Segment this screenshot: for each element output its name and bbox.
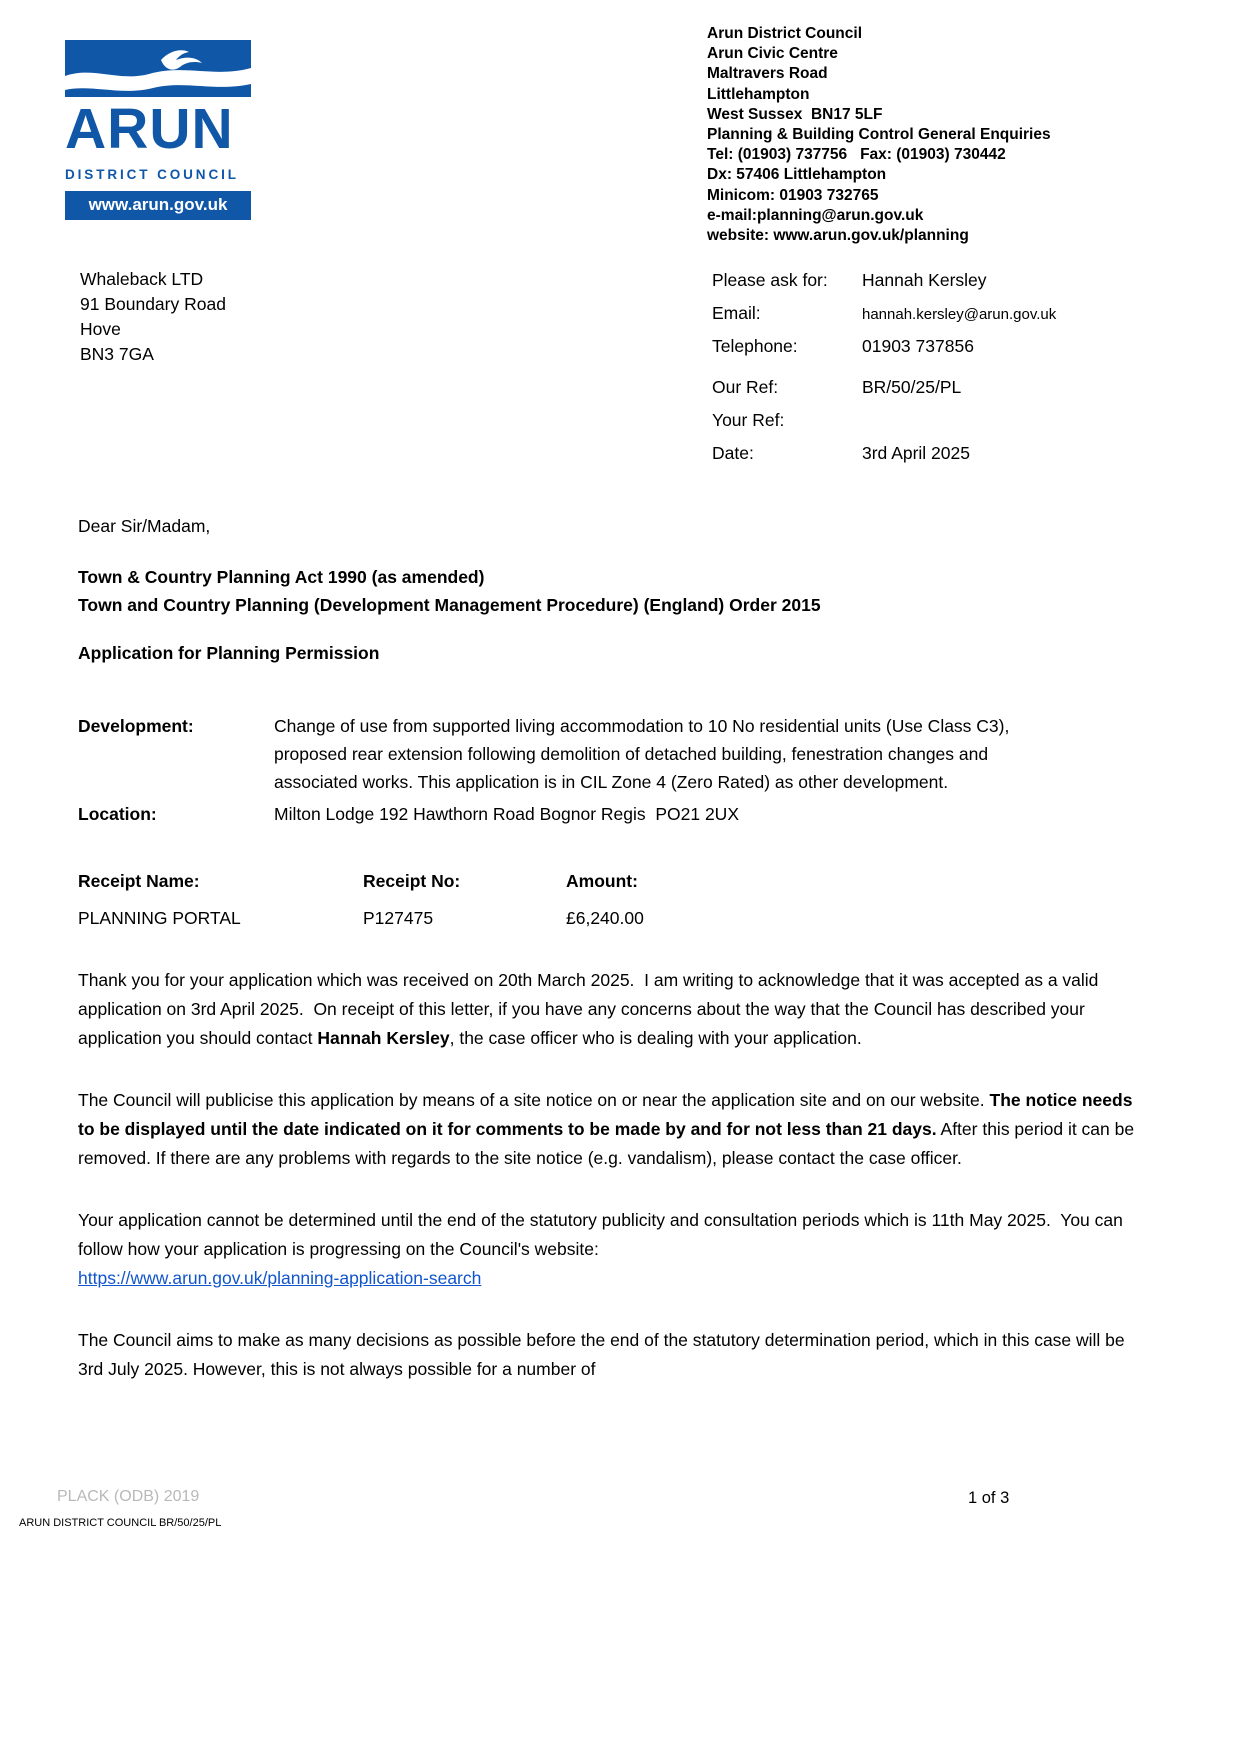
receipt-table: [78, 867, 1136, 933]
text-run: After this period it can be removed. If there are any problems with regards to the site notice (e.g. vandalism), please contact the case officer.: [78, 1119, 1139, 1168]
contact-value: 01903 737856: [862, 336, 974, 356]
contact-row-telephone: [712, 336, 1172, 357]
contact-row-please-ask-for: [712, 270, 1172, 291]
act-heading: [78, 563, 1136, 619]
receipt-name-value: PLANNING PORTAL: [78, 908, 241, 928]
recipient-line: 91 Boundary Road: [80, 294, 226, 314]
application-details-section: [78, 712, 1136, 829]
paragraph-consultation-period: [78, 1206, 1136, 1293]
contact-value: BR/50/25/PL: [862, 377, 962, 397]
form-code: PLACK (ODB) 2019: [57, 1488, 200, 1505]
receipt-header-no: Receipt No:: [363, 871, 461, 891]
contact-label: Our Ref:: [712, 377, 779, 397]
recipient-line: Hove: [80, 319, 121, 339]
logo-website-bar: www.arun.gov.uk: [65, 191, 251, 220]
text-run: , the case officer who is dealing with your application.: [449, 1028, 862, 1048]
contact-value: 3rd April 2025: [862, 443, 970, 463]
contact-label: Please ask for:: [712, 270, 828, 290]
contact-label: Email:: [712, 303, 761, 323]
receipt-header-name: Receipt Name:: [78, 871, 200, 891]
receipt-header-amount: Amount:: [566, 871, 638, 891]
location-label: Location:: [78, 804, 157, 824]
paragraph-determination-period: The Council aims to make as many decisions as possible before the end of the statutory determination period, which in this case will be 3rd July 2025. However, this is not always possible for a number of: [78, 1330, 1130, 1379]
council-address-line: Planning & Building Control General Enquiries: [707, 126, 1051, 144]
letter-body: [78, 512, 1139, 1384]
text-run-bold: The notice needs to be displayed until the date indicated on it for comments to be made by and for not less than 21 days.: [78, 1090, 1138, 1139]
council-address-line: Minicom: 01903 732765: [707, 186, 879, 204]
text-run: Your application cannot be determined until the end of the statutory publicity and consultation periods which is 11th May 2025. You can follow how your application is progressing on the Council's website:: [78, 1210, 1128, 1259]
council-address-line: Tel: (01903) 737756 Fax: (01903) 730442: [707, 146, 1006, 164]
council-address-line: Littlehampton: [707, 85, 810, 103]
contact-row-email: [712, 303, 1172, 324]
contact-label: Your Ref:: [712, 410, 785, 430]
paragraph-site-notice: [78, 1086, 1139, 1173]
contact-label: Telephone:: [712, 336, 798, 356]
contact-details: [712, 270, 1172, 476]
council-address-line: Maltravers Road: [707, 65, 828, 83]
contact-value: [862, 410, 1172, 431]
text-run-bold: Hannah Kersley: [317, 1028, 450, 1048]
contact-label: Date:: [712, 443, 754, 463]
act-heading-line: Town and Country Planning (Development Management Procedure) (England) Order 2015: [78, 595, 821, 615]
council-address-line: Arun District Council: [707, 25, 863, 42]
text-run: Thank you for your application which was received on 20th March 2025. I am writing to acknowledge that it was accepted as a valid application on 3rd April 2025. On receipt of this letter, if you have any concerns about the way that the Council has described your application you should contact: [78, 970, 1104, 1048]
contact-row-your-ref: [712, 410, 1172, 431]
location-description: Milton Lodge 192 Hawthorn Road Bognor Regis PO21 2UX: [274, 804, 739, 824]
council-logo: [65, 40, 251, 220]
contact-row-date: [712, 443, 1172, 464]
application-type-heading: Application for Planning Permission: [78, 643, 380, 663]
recipient-line: Whaleback LTD: [80, 269, 204, 289]
footer-reference: ARUN DISTRICT COUNCIL BR/50/25/PL: [19, 1517, 222, 1529]
council-address-line: West Sussex BN17 5LF: [707, 105, 883, 123]
receipt-no-value: P127475: [363, 908, 434, 928]
recipient-address: [80, 267, 226, 367]
contact-row-our-ref: [712, 377, 1172, 398]
paragraph-acknowledgement: [78, 966, 1136, 1053]
act-heading-line: Town & Country Planning Act 1990 (as amended): [78, 567, 485, 587]
development-label: Development:: [78, 716, 194, 736]
council-address-block: [707, 24, 1187, 246]
planning-application-search-link[interactable]: https://www.arun.gov.uk/planning-application-search: [78, 1268, 482, 1288]
council-address-line: website: www.arun.gov.uk/planning: [707, 227, 969, 245]
logo-wordmark: ARUN: [65, 97, 234, 161]
development-description: Change of use from supported living accommodation to 10 No residential units (Use Class C3), proposed rear extension following demolition of detached building, fenestration changes and associated works. This application is in CIL Zone 4 (Zero Rated) as other development.: [274, 716, 1015, 792]
contact-value: hannah.kersley@arun.gov.uk: [862, 306, 1057, 323]
page-number: 1 of 3: [968, 1489, 1010, 1507]
recipient-line: BN3 7GA: [80, 344, 154, 364]
logo-subtitle: DISTRICT COUNCIL: [65, 167, 239, 182]
receipt-amount-value: £6,240.00: [566, 908, 644, 928]
council-address-line: e-mail:planning@arun.gov.uk: [707, 206, 924, 224]
text-run: The Council will publicise this application by means of a site notice on or near the application site and on our website.: [78, 1090, 990, 1110]
salutation: Dear Sir/Madam,: [78, 516, 211, 536]
council-address-line: Dx: 57406 Littlehampton: [707, 166, 887, 184]
council-address-line: Arun Civic Centre: [707, 45, 838, 63]
seagull-emblem-icon: [65, 40, 251, 97]
contact-value: Hannah Kersley: [862, 270, 987, 290]
